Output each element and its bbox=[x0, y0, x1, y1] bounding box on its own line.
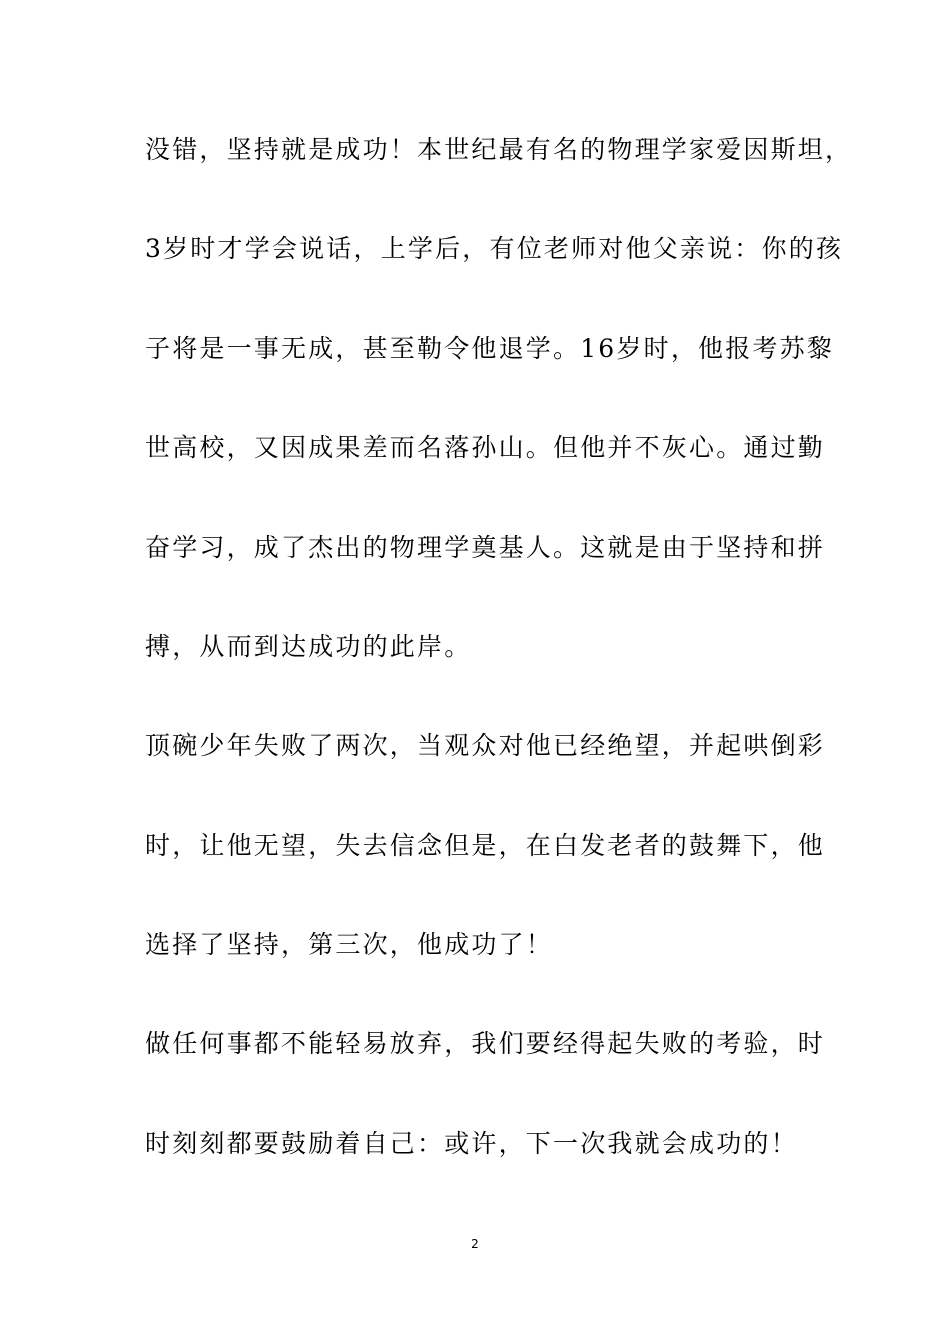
text-line: 子将是一事无成，甚至勒令他退学。16岁时，他报考苏黎 bbox=[145, 334, 835, 363]
text-line: 奋学习，成了杰出的物理学奠基人。这就是由于坚持和拼 bbox=[145, 533, 826, 562]
text-line: 时，让他无望，失去信念但是，在白发老者的鼓舞下，他 bbox=[145, 831, 826, 860]
text-line: 选择了坚持，第三次，他成功了！ bbox=[145, 930, 554, 959]
text-line: 做任何事都不能轻易放弃，我们要经得起失败的考验，时 bbox=[145, 1029, 826, 1058]
text-line: 搏，从而到达成功的此岸。 bbox=[145, 632, 472, 661]
text-line: 世高校，又因成果差而名落孙山。但他并不灰心。通过勤 bbox=[145, 433, 826, 462]
text-line: 时刻刻都要鼓励着自己：或许，下一次我就会成功的！ bbox=[145, 1129, 798, 1158]
text-line: 3岁时才学会说话，上学后，有位老师对他父亲说：你的孩 bbox=[145, 234, 844, 263]
text-line: 没错，坚持就是成功！本世纪最有名的物理学家爱因斯坦， bbox=[145, 135, 853, 164]
text-line: 顶碗少年失败了两次，当观众对他已经绝望，并起哄倒彩 bbox=[145, 731, 826, 760]
page-number: 2 bbox=[471, 1237, 479, 1251]
